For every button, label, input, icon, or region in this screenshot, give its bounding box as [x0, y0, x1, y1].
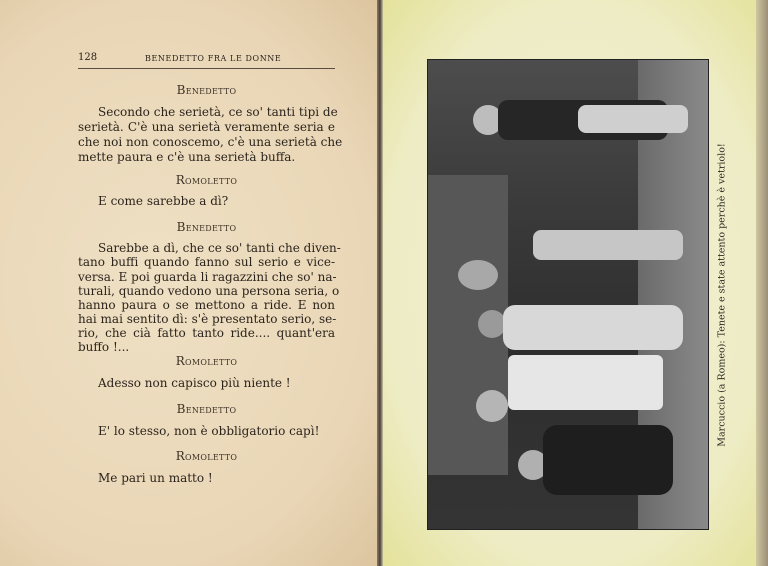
- header-rule: [78, 68, 335, 69]
- left-page: [0, 0, 379, 566]
- text-line: Me pari un matto !: [98, 471, 213, 485]
- speaker-name: Romoletto: [175, 354, 238, 368]
- text-line: Sarebbe a dì, che ce so' tanti che diven-: [98, 241, 341, 255]
- text-line: versa. E poi guarda li ragazzini che so' na-: [78, 270, 337, 284]
- text-line: Adesso non capisco più niente !: [98, 376, 291, 390]
- text-line: buffo !...: [78, 340, 130, 354]
- text-line: hanno paura o se mettono a ride. E non: [78, 298, 335, 312]
- text-line: hai mai sentito dì: s'è presentato serio, se-: [78, 312, 337, 326]
- text-line: Secondo che serietà, ce so' tanti tipi de: [98, 105, 338, 119]
- running-head: BENEDETTO FRA LE DONNE: [145, 54, 282, 63]
- speaker-name: Benedetto: [176, 83, 237, 97]
- speaker-name: Romoletto: [175, 173, 238, 187]
- text-line: E come sarebbe a dì?: [98, 194, 229, 208]
- text-line: rio, che cià fatto tanto ride.... quant'era: [78, 326, 335, 340]
- text-line: tano buffi quando fanno sul serio e vice-: [78, 255, 335, 269]
- text-line: turali, quando vedono una persona seria, o: [78, 284, 340, 298]
- page-edge: [756, 0, 768, 566]
- speaker-name: Romoletto: [175, 449, 238, 463]
- photo-caption: Marcuccio (a Romeo): Tenete e state attento perchè è vetriolo!: [716, 143, 728, 447]
- text-line: serietà. C'è una serietà veramente seria e: [78, 120, 335, 134]
- text-line: che noi non conoscemo, c'è una serietà che: [78, 135, 343, 149]
- text-line: mette paura e c'è una serietà buffa.: [78, 150, 296, 164]
- speaker-name: Benedetto: [176, 220, 237, 234]
- text-line: E' lo stesso, non è obbligatorio capì!: [98, 424, 320, 438]
- speaker-name: Benedetto: [176, 402, 237, 416]
- stage-photograph: [427, 59, 709, 530]
- page-number: 128: [78, 52, 98, 63]
